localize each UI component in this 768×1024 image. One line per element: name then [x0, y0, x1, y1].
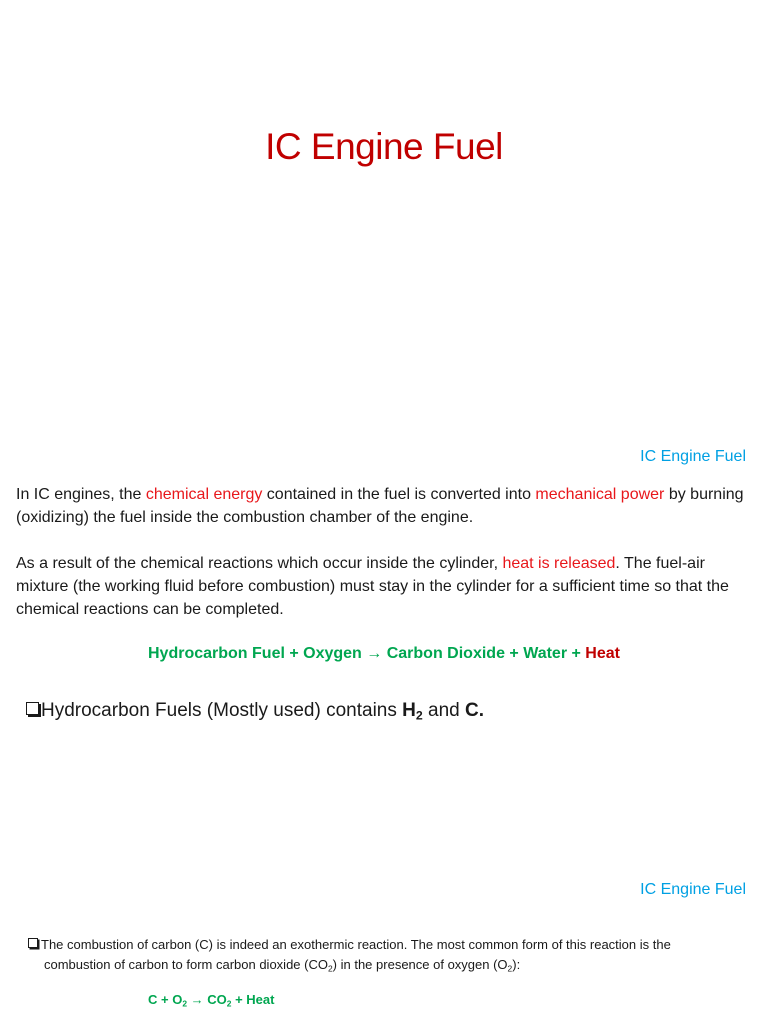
text: and [422, 700, 466, 721]
slide-title: IC Engine Fuel [265, 126, 503, 167]
text: by burning (oxidizing) the fuel inside the combustion chamber of the engine. [16, 486, 744, 526]
highlight-heat-released: heat is released [502, 555, 616, 572]
bullet-hydrocarbon-fuels [26, 700, 484, 722]
text: The combustion of carbon (C) is indeed an exothermic reaction. The most common form of this reaction is the [41, 937, 671, 952]
arrow-icon: → [366, 645, 383, 662]
arrow-icon: → [187, 992, 208, 1007]
text: As a result of the chemical reactions which occur inside the cylinder, [16, 555, 503, 572]
hydrogen-symbol: $H_2$ [402, 700, 423, 723]
checkbox-bullet-icon [28, 938, 38, 948]
slide-header: IC Engine Fuel [640, 881, 746, 898]
equation-lhs: Hydrocarbon Fuel + Oxygen [148, 645, 367, 662]
text: contained in the fuel is converted into [262, 486, 536, 503]
bullet-carbon-combustion [28, 935, 760, 975]
paragraph-energy-conversion [16, 483, 756, 529]
checkbox-bullet-icon [26, 702, 39, 715]
carbon-combustion-equation: $C + O_2 \to CO_2$ + Heat [148, 992, 275, 1009]
text-line: combustion of carbon to form carbon dioxide $(CO_2)$ in the presence of oxygen $(O_2)$: [44, 957, 521, 974]
equation-rhs: Carbon Dioxide + Water + [382, 645, 586, 662]
paragraph-chemical-reactions [16, 552, 756, 621]
highlight-mechanical-power: mechanical power [535, 486, 665, 503]
text: In IC engines, the [16, 486, 146, 503]
equation-heat: Heat [585, 645, 620, 662]
text: Hydrocarbon Fuels (Mostly used) contains [41, 700, 403, 721]
highlight-chemical-energy: chemical energy [145, 486, 263, 503]
text: . The fuel-air mixture (the working fluid before combustion) must stay in the cylinder for a sufficient time so that the chemical reactions can be completed. [16, 555, 729, 618]
carbon-symbol: C. [465, 700, 485, 721]
slide-header: IC Engine Fuel [640, 448, 746, 465]
combustion-equation [0, 645, 768, 663]
